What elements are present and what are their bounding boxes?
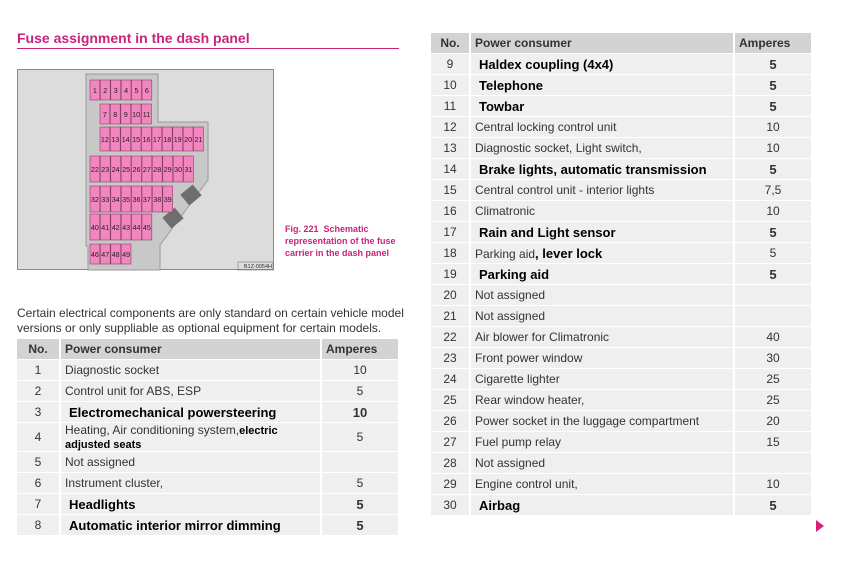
fuse-number: 6	[17, 473, 61, 493]
power-consumer: Haldex coupling (4x4)	[479, 56, 614, 72]
fuse-slot-label: 35	[122, 195, 131, 204]
table-row	[17, 452, 398, 472]
table-row	[431, 474, 811, 494]
power-consumer-cell	[61, 473, 320, 493]
table-row	[17, 515, 398, 535]
amperes-value: 5	[320, 494, 398, 514]
amperes-value: 10	[733, 201, 811, 221]
header-no: No.	[17, 339, 61, 359]
fuse-slot-label: 12	[100, 135, 109, 144]
table-row	[431, 180, 811, 200]
fuse-slot-label: 13	[111, 135, 120, 144]
power-consumer: Cigarette lighter	[475, 372, 560, 386]
fuse-slot-label: 21	[194, 135, 203, 144]
power-consumer: Automatic interior mirror dimming	[69, 517, 281, 533]
fuse-slot-label: 41	[101, 223, 110, 232]
fuse-slot-label: 38	[153, 195, 162, 204]
power-consumer-cell	[471, 54, 733, 74]
power-consumer-annotation: , lever lock	[535, 245, 603, 261]
power-consumer-cell	[471, 222, 733, 242]
power-consumer: Fuel pump relay	[475, 435, 562, 449]
table-header-row	[431, 33, 811, 53]
fuse-number: 20	[431, 285, 471, 305]
header-consumer: Power consumer	[61, 339, 320, 359]
power-consumer-cell	[471, 201, 733, 221]
fuse-slot-label: 45	[142, 223, 151, 232]
table-row	[17, 423, 398, 451]
fuse-slot-label: 25	[122, 165, 131, 174]
power-consumer: Not assigned	[475, 456, 546, 470]
fuse-number: 8	[17, 515, 61, 535]
fuse-number: 12	[431, 117, 471, 137]
power-consumer-cell	[471, 180, 733, 200]
fuse-slot-label: 9	[123, 110, 128, 119]
amperes-value: 7,5	[733, 180, 811, 200]
power-consumer-cell	[61, 381, 320, 401]
fuse-slot-label: 20	[184, 135, 193, 144]
amperes-value: 5	[733, 159, 811, 179]
fuse-number: 7	[17, 494, 61, 514]
power-consumer-cell	[471, 243, 733, 263]
fuse-number: 15	[431, 180, 471, 200]
table-row	[17, 360, 398, 380]
fuse-slot-label: 44	[132, 223, 141, 232]
table-row	[431, 264, 811, 284]
power-consumer-cell	[471, 390, 733, 410]
table-row	[431, 432, 811, 452]
fuse-slot-label: 37	[142, 195, 151, 204]
fuse-number: 30	[431, 495, 471, 515]
power-consumer: Power socket in the luggage compartment	[475, 414, 700, 428]
fuse-number: 16	[431, 201, 471, 221]
power-consumer: Heating, Air conditioning system,	[65, 423, 240, 437]
table-row	[431, 222, 811, 242]
power-consumer-cell	[471, 369, 733, 389]
fuse-slot-label: 22	[90, 165, 99, 174]
power-consumer-cell	[471, 474, 733, 494]
power-consumer-cell	[471, 348, 733, 368]
amperes-value: 5	[320, 423, 398, 451]
table-row	[431, 96, 811, 116]
fuse-number: 3	[17, 402, 61, 422]
fuse-slot-label: 19	[173, 135, 182, 144]
amperes-value: 5	[733, 222, 811, 242]
power-consumer-cell	[471, 432, 733, 452]
fuse-slot-label: 17	[152, 135, 161, 144]
fuse-number: 19	[431, 264, 471, 284]
fuse-number: 9	[431, 54, 471, 74]
amperes-value: 25	[733, 390, 811, 410]
fuse-slot-label: 27	[142, 165, 151, 174]
table-row	[17, 494, 398, 514]
amperes-value: 40	[733, 327, 811, 347]
fuse-slot-label: 4	[124, 86, 129, 95]
amperes-value	[320, 452, 398, 472]
fuse-number: 26	[431, 411, 471, 431]
table-row	[431, 54, 811, 74]
figure-code: B1Z-0054H	[243, 264, 272, 270]
fuse-slot-label: 2	[103, 86, 108, 95]
table-row	[431, 369, 811, 389]
fuse-slot-label: 49	[122, 250, 131, 259]
power-consumer-annotation: electric adjusted seats	[65, 425, 278, 451]
power-consumer-cell	[471, 96, 733, 116]
fuse-number: 14	[431, 159, 471, 179]
power-consumer: Central locking control unit	[475, 120, 617, 134]
header-amperes: Amperes	[733, 33, 811, 53]
table-row	[431, 117, 811, 137]
fuse-number: 28	[431, 453, 471, 473]
power-consumer: Diagnostic socket, Light switch,	[475, 141, 642, 155]
amperes-value: 10	[733, 117, 811, 137]
amperes-value: 5	[733, 243, 811, 263]
amperes-value: 5	[320, 473, 398, 493]
power-consumer-cell	[471, 117, 733, 137]
fuse-slot-label: 46	[90, 250, 99, 259]
power-consumer-cell	[471, 327, 733, 347]
power-consumer: Engine control unit,	[475, 477, 578, 491]
fuse-slot-label: 42	[111, 223, 120, 232]
power-consumer: Rain and Light sensor	[479, 224, 616, 240]
fuse-number: 11	[431, 96, 471, 116]
header-consumer: Power consumer	[471, 33, 733, 53]
amperes-value: 5	[320, 381, 398, 401]
figure-number: Fig. 221	[285, 224, 319, 234]
table-row	[431, 495, 811, 515]
next-page-arrow-icon[interactable]	[816, 520, 824, 532]
fuse-number: 1	[17, 360, 61, 380]
amperes-value	[733, 306, 811, 326]
table-row	[431, 306, 811, 326]
power-consumer-cell	[471, 75, 733, 95]
table-row	[431, 243, 811, 263]
fuse-slot-label: 6	[144, 86, 149, 95]
fuse-carrier-diagram	[17, 69, 274, 270]
table-row	[431, 138, 811, 158]
power-consumer-cell	[471, 306, 733, 326]
fuse-slot-label: 36	[132, 195, 141, 204]
power-consumer-cell	[471, 453, 733, 473]
amperes-value	[733, 453, 811, 473]
fuse-number: 5	[17, 452, 61, 472]
power-consumer: Diagnostic socket	[65, 363, 160, 377]
fuse-number: 25	[431, 390, 471, 410]
fuse-number: 27	[431, 432, 471, 452]
fuse-slot-label: 14	[121, 135, 130, 144]
power-consumer: Air blower for Climatronic	[475, 330, 610, 344]
fuse-slot-label: 16	[142, 135, 151, 144]
power-consumer-cell	[471, 411, 733, 431]
amperes-value: 10	[733, 474, 811, 494]
table-row	[431, 327, 811, 347]
power-consumer-cell	[471, 264, 733, 284]
fuse-slot-label: 24	[111, 165, 120, 174]
power-consumer: Electromechanical powersteering	[69, 404, 277, 420]
power-consumer: Parking aid	[475, 246, 536, 261]
fuse-slot-label: 48	[111, 250, 120, 259]
amperes-value: 10	[320, 402, 398, 422]
power-consumer: Climatronic	[475, 204, 536, 218]
fuse-slot-label: 47	[101, 250, 110, 259]
amperes-value	[733, 285, 811, 305]
table-row	[431, 411, 811, 431]
power-consumer: Not assigned	[475, 309, 546, 323]
page-title: Fuse assignment in the dash panel	[17, 30, 399, 49]
power-consumer: Not assigned	[475, 288, 546, 302]
amperes-value: 10	[320, 360, 398, 380]
fuse-number: 13	[431, 138, 471, 158]
power-consumer-cell	[61, 423, 320, 451]
fuse-number: 18	[431, 243, 471, 263]
table-row	[17, 381, 398, 401]
fuse-slot-label: 1	[92, 86, 97, 95]
amperes-value: 25	[733, 369, 811, 389]
fuse-slot-label: 40	[90, 223, 99, 232]
table-row	[17, 473, 398, 493]
table-row	[431, 75, 811, 95]
intro-paragraph: Certain electrical components are only standard on certain vehicle model versions or only suppliable as optional equipment for certain models.	[17, 306, 404, 335]
fuse-slot-label: 15	[132, 135, 141, 144]
power-consumer: Telephone	[479, 77, 544, 93]
fuse-number: 23	[431, 348, 471, 368]
table-row	[431, 348, 811, 368]
fuse-slot-label: 30	[174, 165, 183, 174]
power-consumer-cell	[471, 285, 733, 305]
fuse-slot-label: 32	[90, 195, 99, 204]
power-consumer-cell	[61, 515, 320, 535]
fuse-slot-label: 34	[111, 195, 120, 204]
fuse-slot-label: 26	[132, 165, 141, 174]
power-consumer-cell	[61, 402, 320, 422]
fuse-slot-label: 3	[113, 86, 118, 95]
figure-caption-text: Schematic representation of the fuse carrier in the dash panel	[285, 224, 396, 258]
power-consumer: Headlights	[69, 496, 136, 512]
fuse-slot-label: 7	[102, 110, 107, 119]
fuse-slot-label: 5	[134, 86, 139, 95]
power-consumer-cell	[471, 495, 733, 515]
table-row	[431, 201, 811, 221]
power-consumer-cell	[61, 494, 320, 514]
fuse-slot-label: 39	[163, 195, 172, 204]
table-row	[431, 159, 811, 179]
power-consumer-cell	[61, 452, 320, 472]
table-row	[431, 390, 811, 410]
power-consumer: Central control unit - interior lights	[475, 183, 655, 197]
fuse-slot-label: 31	[184, 165, 193, 174]
power-consumer-cell	[471, 138, 733, 158]
fuse-slot-label: 33	[101, 195, 110, 204]
fuse-number: 4	[17, 423, 61, 451]
table-header-row	[17, 339, 398, 359]
fuse-carrier-svg	[18, 70, 275, 271]
fuse-number: 2	[17, 381, 61, 401]
fuse-number: 22	[431, 327, 471, 347]
amperes-value: 5	[733, 54, 811, 74]
power-consumer: Front power window	[475, 351, 583, 365]
amperes-value: 5	[733, 495, 811, 515]
fuse-slot-label: 18	[163, 135, 172, 144]
power-consumer: Parking aid	[479, 266, 550, 282]
fuse-number: 10	[431, 75, 471, 95]
amperes-value: 5	[320, 515, 398, 535]
power-consumer-cell	[471, 159, 733, 179]
power-consumer: Not assigned	[65, 455, 136, 469]
fuse-table-right	[431, 32, 811, 516]
amperes-value: 5	[733, 96, 811, 116]
amperes-value: 5	[733, 75, 811, 95]
power-consumer: Airbag	[479, 497, 521, 513]
power-consumer: Towbar	[479, 98, 525, 114]
fuse-number: 21	[431, 306, 471, 326]
fuse-slot-label: 29	[163, 165, 172, 174]
amperes-value: 15	[733, 432, 811, 452]
power-consumer: Instrument cluster,	[65, 476, 164, 490]
fuse-number: 24	[431, 369, 471, 389]
header-amperes: Amperes	[320, 339, 398, 359]
table-row	[431, 453, 811, 473]
amperes-value: 5	[733, 264, 811, 284]
amperes-value: 20	[733, 411, 811, 431]
fuse-number: 17	[431, 222, 471, 242]
table-row	[431, 285, 811, 305]
amperes-value: 10	[733, 138, 811, 158]
table-row	[17, 402, 398, 422]
power-consumer: Brake lights, automatic transmission	[479, 161, 707, 177]
amperes-value: 30	[733, 348, 811, 368]
fuse-slot-label: 10	[132, 110, 141, 119]
fuse-slot-label: 23	[101, 165, 110, 174]
header-no: No.	[431, 33, 471, 53]
fuse-slot-label: 11	[142, 110, 151, 119]
fuse-table-left	[17, 338, 398, 536]
fuse-slot-label: 28	[153, 165, 162, 174]
fuse-slot-label: 8	[113, 110, 118, 119]
power-consumer: Rear window heater,	[475, 393, 585, 407]
power-consumer-cell	[61, 360, 320, 380]
fuse-number: 29	[431, 474, 471, 494]
power-consumer: Control unit for ABS, ESP	[65, 384, 202, 398]
figure-caption	[285, 223, 405, 259]
fuse-slot-label: 43	[122, 223, 131, 232]
